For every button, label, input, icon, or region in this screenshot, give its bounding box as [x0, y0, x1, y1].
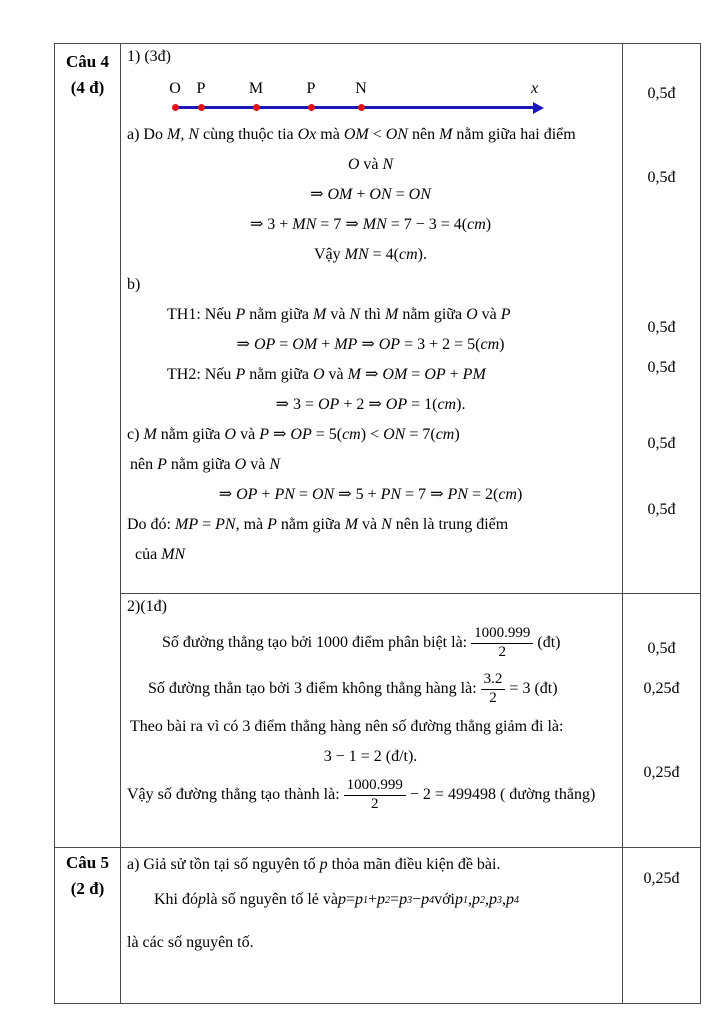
math-line: O và N: [347, 156, 394, 173]
text-line: Do đó: MP = PN, mà P nằm giữa M và N nên là trung điểm: [127, 516, 509, 533]
math-line: ⇒ OP = OM + MP ⇒ OP = 3 + 2 = 5(cm): [236, 336, 505, 353]
math-line: ⇒ OM + ON = ON: [310, 186, 431, 203]
marks-cell-part1: [623, 44, 700, 594]
text-line: c) M nằm giữa O và P ⇒ OP = 5(cm) < ON = 7(cm): [127, 426, 460, 443]
point-dot-M: [253, 104, 260, 111]
mark-value: 0,5đ: [647, 359, 676, 376]
question-label: Câu 4: [66, 52, 109, 71]
math-line: Vậy MN = 4(cm).: [314, 246, 427, 263]
point-label-P2: P: [306, 80, 316, 97]
text-line: TH2: Nếu P nằm giữa O và M ⇒ OM = OP + PM: [167, 366, 486, 383]
part2-heading: 2)(1đ): [127, 598, 167, 615]
point-dot-P1: [198, 104, 205, 111]
axis-label-x: x: [531, 80, 539, 97]
ray-line: [173, 106, 535, 109]
point-dot-P2: [308, 104, 315, 111]
mark-value: 0,5đ: [647, 501, 676, 518]
math-line: ⇒ 3 = OP + 2 ⇒ OP = 1(cm).: [275, 396, 466, 413]
mark-value: 0,5đ: [647, 169, 676, 186]
text-line: TH1: Nếu P nằm giữa M và N thì M nằm giữa O và P: [167, 306, 511, 323]
math-line: ⇒ OP + PN = ON ⇒ 5 + PN = 7 ⇒ PN = 2(cm): [218, 486, 523, 503]
math-line: Số đường thẳn tạo bởi 3 điểm không thẳng hàng là: $\frac{3.2}{2}$ = 3 (đt): [148, 671, 558, 706]
point-label-N: N: [355, 80, 367, 97]
mark-value: 0,5đ: [647, 85, 676, 102]
point-label-M: M: [248, 80, 264, 97]
answer-cell-part1: [121, 44, 623, 594]
math-line: 3 − 1 = 2 (đ/t).: [323, 748, 418, 765]
question-score: (2 đ): [70, 879, 105, 898]
question-label: Câu 5: [66, 853, 109, 872]
mark-value: 0,5đ: [647, 435, 676, 452]
mark-value: 0,5đ: [647, 319, 676, 336]
math-line: Vậy số đường thẳng tạo thành là: $\frac{1000.999}{2}$ − 2 = 499498 ( đường thẳng): [127, 777, 596, 812]
question-cell-cau4: [55, 44, 121, 848]
mark-value: 0,25đ: [643, 764, 680, 781]
answer-cell-cau5: [121, 848, 623, 1003]
mark-value: 0,25đ: [643, 870, 680, 887]
text-line: a) Do M, N cùng thuộc tia Ox mà OM < ON nên M nằm giữa hai điểm: [127, 126, 576, 143]
point-label-P1: P: [196, 80, 206, 97]
text-line: là các số nguyên tố.: [127, 934, 254, 951]
answer-key-table: [54, 43, 701, 1004]
text-line: Theo bài ra vì có 3 điểm thẳng hàng nên số đường thẳng giảm đi là:: [130, 718, 564, 735]
question-score: (4 đ): [70, 78, 105, 97]
marks-cell-part2: [623, 594, 700, 848]
math-line: Số đường thẳng tạo bởi 1000 điểm phân biệt là: $\frac{1000.999}{2}$ (đt): [162, 625, 561, 660]
mark-value: 0,5đ: [647, 640, 676, 657]
point-dot-N: [358, 104, 365, 111]
marks-cell-cau5: [623, 848, 700, 1003]
point-label-O: O: [169, 80, 181, 97]
text-line: nên P nằm giữa O và N: [130, 456, 280, 473]
answer-cell-part2: [121, 594, 623, 848]
arrow-head-icon: [533, 102, 544, 114]
question-cell-cau5: [55, 848, 121, 1003]
math-line: Khi đó p là số nguyên tố lẻ và p = p 1 + p 2 = p 3 − p 4 với p 1 , p 2 , p 3 , p 4: [154, 891, 519, 908]
part1-heading: 1) (3đ): [127, 48, 171, 65]
point-dot-O: [172, 104, 179, 111]
text-line: a) Giả sử tồn tại số nguyên tố p thỏa mãn điều kiện đề bài.: [127, 856, 501, 873]
math-line: ⇒ 3 + MN = 7 ⇒ MN = 7 − 3 = 4(cm): [249, 216, 492, 233]
number-line-diagram: [127, 70, 614, 120]
text-line: của MN: [135, 546, 186, 563]
mark-value: 0,25đ: [643, 680, 680, 697]
text-line: b): [127, 276, 141, 293]
